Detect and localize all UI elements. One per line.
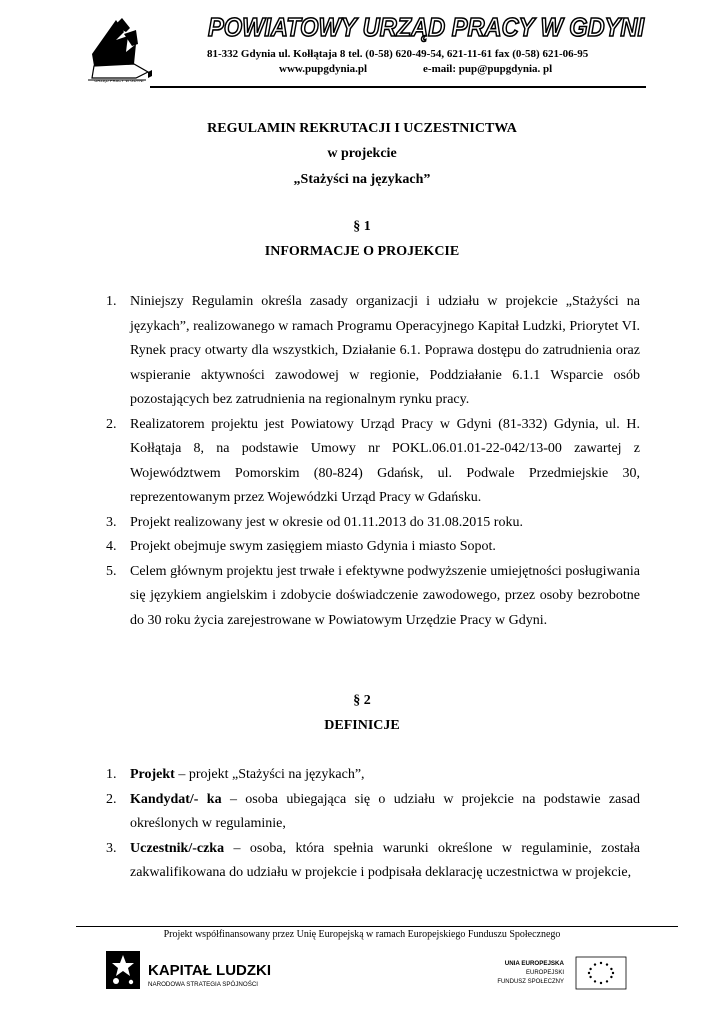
cofinancing-note: Projekt współfinansowany przez Unię Europejską w ramach Europejskiego Funduszu Społecznego [163, 929, 561, 940]
contact-address-line: 81-332 Gdynia ul. Kołłątaja 8 tel. (0-58) 620-49-54, 621-11-61 fax (0-58) 621-06-95 [207, 48, 589, 60]
contact-web-line [279, 63, 552, 75]
list-item: 2. Kandydat/- ka – osoba ubiegająca się o udziału w projekcie na podstawie zasad określonych w regulaminie, [106, 791, 640, 831]
section1-list [106, 290, 640, 633]
office-logo [86, 10, 152, 88]
logo-caption: URZĄD PRACY W GDYNI [94, 78, 144, 83]
list-item: 1. Niniejszy Regulamin określa zasady organizacji i udziału w projekcie „Stażyści na językach”, realizowanego w ramach Programu Operacyjnego Kapitał Ludzki, Priorytet VI. Rynek pracy otwarty dla wszystkich, Działanie 6.1. Poprawa dostępu do zatrudnienia oraz wspieranie aktywności zawodowej w regionie, Poddziałanie 6.1.1 Wsparcie osób pozostających bez zatrudnienia na regionalnym rynku pracy. [106, 294, 640, 407]
eu-line2: EUROPEJSKI [525, 970, 564, 976]
section1-heading: INFORMACJE O PROJEKCIE [264, 244, 460, 259]
section2-list [106, 763, 640, 886]
office-name-text: POWIATOWY URZĄD PRACY W GDYNI [208, 12, 645, 42]
eu-flag [576, 957, 626, 989]
section1-symbol: § 1 [353, 219, 371, 234]
footer-divider [76, 926, 678, 927]
email-link[interactable]: e-mail: pup@pupgdynia. pl [423, 63, 553, 75]
list-item: 3. Uczestnik/-czka – osoba, która spełnia warunki określone w regulaminie, została zakwalifikowana do udziału w projekcie i podpisała deklarację uczestnictwa w projekcie, [106, 840, 640, 880]
kapital-ludzki-logo [104, 945, 284, 993]
eu-line3: FUNDUSZ SPOŁECZNY [497, 979, 564, 985]
eu-social-fund-logo [497, 955, 630, 991]
section2-heading: DEFINICJE [324, 718, 400, 733]
list-item: 4. Projekt obejmuje swym zasięgiem miasto Gdynia i miasto Sopot. [106, 539, 496, 554]
doc-title-line3: „Stażyści na językach” [293, 172, 431, 187]
section2-symbol: § 2 [353, 693, 371, 708]
kl-subtitle: NARODOWA STRATEGIA SPÓJNOŚCI [148, 981, 259, 988]
doc-title-line2: w projekcie [327, 146, 397, 161]
letterhead [0, 0, 724, 96]
eu-line1: UNIA EUROPEJSKA [504, 960, 564, 967]
office-name-wordmark [206, 10, 646, 42]
list-item: 1. Projekt – projekt „Stażyści na językach”, [106, 767, 365, 782]
list-item: 3. Projekt realizowany jest w okresie od 01.11.2013 do 31.08.2015 roku. [106, 514, 523, 530]
website-link[interactable]: www.pupgdynia.pl [279, 63, 368, 75]
header-divider [150, 86, 646, 88]
list-item: 5. Celem głównym projektu jest trwałe i efektywne podwyższenie umiejętności posługiwania się językiem angielskim i zdobycie doświadczenie zawodowego, przez osoby bezrobotne do 30 roku życia zarejestrowane w Powiatowym Urzędzie Pracy w Gdyni. [106, 563, 640, 628]
kl-name: KAPITAŁ LUDZKI [148, 962, 272, 979]
doc-title-line1: REGULAMIN REKRUTACJI I UCZESTNICTWA [207, 121, 517, 136]
list-item: 2. Realizatorem projektu jest Powiatowy Urząd Pracy w Gdyni (81-332) Gdynia, ul. H. Kołłątaja 8, na podstawie Umowy nr POKL.06.01.01-22-042/13-00 zawartej z Województwem Pomorskim (80-824) Gdańsk, ul. Podwale Przedmiejskie 30, reprezentowanym przez Wojewódzki Urząd Pracy w Gdańsku. [106, 416, 640, 505]
